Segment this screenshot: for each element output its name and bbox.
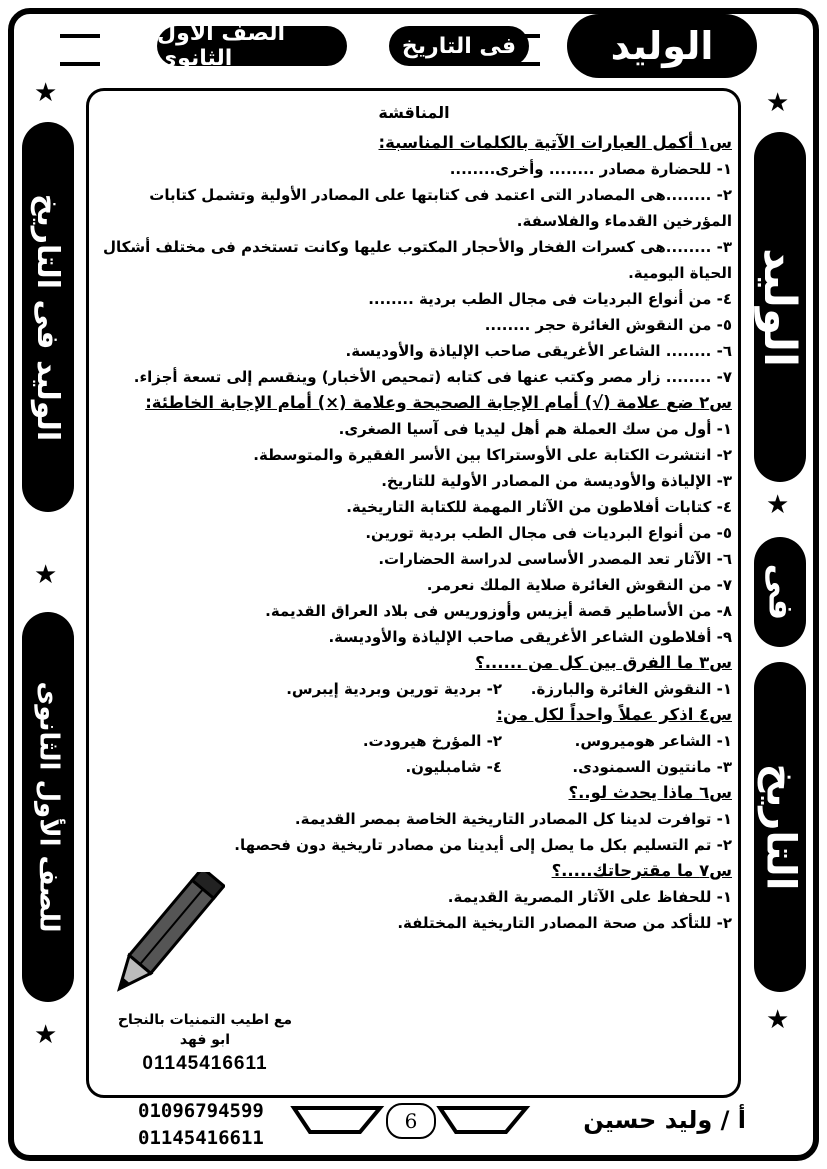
side-right-mid: فى [760, 563, 801, 621]
content [96, 100, 732, 936]
q4-item: ١- الشاعر هوميروس. [574, 732, 732, 750]
pencil-icon [95, 872, 225, 1012]
q7-item: ١- للحفاظ على الآثار المصرية القديمة. [447, 888, 732, 906]
q1-item: ٦- ........ الشاعر الأغريقى صاحب الإلياذة والأوديسة. [345, 342, 732, 360]
star-icon: ★ [766, 1005, 790, 1035]
q1-item: ٣- ........هى كسرات الفخار والأحجار المكتوب عليها وكانت تستخدم فى مختلف أشكال الحياة اليومية. [102, 238, 732, 282]
footer-decor-right [436, 1102, 532, 1138]
q2-item: ٣- الإلياذة والأوديسة من المصادر الأولية للتاريخ. [381, 472, 732, 490]
footer-teacher: أ / وليد حسين [583, 1106, 746, 1134]
q2-item: ٤- كتابات أفلاطون من الآثار المهمة للكتابة التاريخية. [346, 498, 732, 516]
side-left-top-panel [22, 122, 74, 512]
page-title: المناقشة [378, 103, 450, 122]
q1-item: ٥- من النقوش الغائرة حجر ........ [484, 316, 732, 334]
q1-item: ٢- ........هى المصادر التى اعتمد فى كتابتها على المصادر الأولية وتشمل كتابات المؤرخين القدماء والفلاسفة. [149, 186, 732, 230]
side-right-brand: الوليد [754, 247, 806, 367]
side-panel-right [748, 88, 812, 1092]
q3-row [96, 676, 732, 702]
footer-decor-left [290, 1102, 386, 1138]
side-right-brand-panel [754, 132, 806, 482]
wishes-signature: ابو فهد [179, 1032, 231, 1048]
q2-item: ٩- أفلاطون الشاعر الأغريقى صاحب الإلياذة والأوديسة. [328, 628, 732, 646]
q7-heading: س٧ ما مقترحاتك.....؟ [551, 861, 732, 880]
star-icon: ★ [34, 560, 58, 590]
header [60, 14, 767, 78]
q2-item: ٢- انتشرت الكتابة على الأوستراكا بين الأسر الفقيرة والمتوسطة. [253, 446, 732, 464]
q4-row [96, 728, 732, 754]
q4-heading: س٤ اذكر عملاً واحداً لكل من: [496, 705, 732, 724]
header-grade: الصف الأول الثانوى [157, 26, 347, 66]
wishes-phone: 01145416611 [142, 1053, 268, 1074]
q3-heading: س٣ ما الفرق بين كل من ......؟ [475, 653, 732, 672]
star-icon: ★ [34, 1020, 58, 1050]
q4-item: ٣- مانتيون السمنودى. [572, 758, 732, 776]
q6-item: ٢- تم التسليم بكل ما يصل إلى أيدينا من مصادر تاريخية دون فحصها. [234, 836, 732, 854]
side-left-bottom-panel [22, 612, 74, 1002]
q7-item: ٢- للتأكد من صحة المصادر التاريخية المختلفة. [397, 914, 732, 932]
side-right-mid-panel [754, 537, 806, 647]
wishes-note [100, 1010, 310, 1074]
q2-item: ٥- من أنواع البرديات فى مجال الطب بردية تورين. [365, 524, 732, 542]
footer-phone-2: 01145416611 [138, 1127, 264, 1149]
side-right-subject: التاريخ [757, 763, 804, 891]
side-panel-left [16, 78, 80, 1092]
q4-item: ٢- المؤرخ هيرودت. [362, 732, 502, 750]
side-left-top: الوليد فى التاريخ [30, 193, 66, 441]
q1-item: ٤- من أنواع البرديات فى مجال الطب بردية ........ [368, 290, 732, 308]
q4-item: ٤- شامبليون. [405, 758, 502, 776]
header-subject: فى التاريخ [389, 26, 529, 66]
q4-row [96, 754, 732, 780]
side-right-subject-panel [754, 662, 806, 992]
q2-item: ٦- الآثار تعد المصدر الأساسى لدراسة الحضارات. [378, 550, 732, 568]
q1-item: ١- للحضارة مصادر ........ وأخرى........ [449, 160, 732, 178]
star-icon: ★ [766, 490, 790, 520]
q2-item: ١- أول من سك العملة هم أهل ليديا فى آسيا الصغرى. [338, 420, 732, 438]
q2-item: ٧- من النقوش الغائرة صلاية الملك نعرمر. [426, 576, 732, 594]
header-brand: الوليد [567, 14, 757, 78]
star-icon: ★ [34, 78, 58, 108]
footer-phones [138, 1098, 288, 1152]
q1-item: ٧- ........ زار مصر وكتب عنها فى كتابه (تمحيص الأخبار) وينقسم إلى تسعة أجزاء. [133, 368, 732, 386]
q3-item: ١- النقوش الغائرة والبارزة. [530, 680, 732, 698]
q2-heading: س٢ ضع علامة (√) أمام الإجابة الصحيحة وعلامة (×) أمام الإجابة الخاطئة: [145, 393, 732, 412]
page-number: 6 [386, 1103, 436, 1139]
wishes-line: مع اطيب التمنيات بالنجاح [117, 1012, 293, 1028]
q3-item: ٢- بردية تورين وبردية إيبرس. [286, 680, 502, 698]
q6-item: ١- توافرت لدينا كل المصادر التاريخية الخاصة بمصر القديمة. [294, 810, 732, 828]
side-left-bottom: للصف الأول الثانوى [33, 681, 63, 933]
footer-phone-1: 01096794599 [138, 1100, 264, 1122]
q1-heading: س١ أكمل العبارات الآتية بالكلمات المناسبة: [378, 133, 732, 152]
star-icon: ★ [766, 88, 790, 118]
q6-heading: س٦ ماذا يحدث لو..؟ [568, 783, 732, 802]
q2-item: ٨- من الأساطير قصة أيزيس وأوزوريس فى بلاد العراق القديمة. [265, 602, 732, 620]
header-decor-left [60, 34, 100, 66]
